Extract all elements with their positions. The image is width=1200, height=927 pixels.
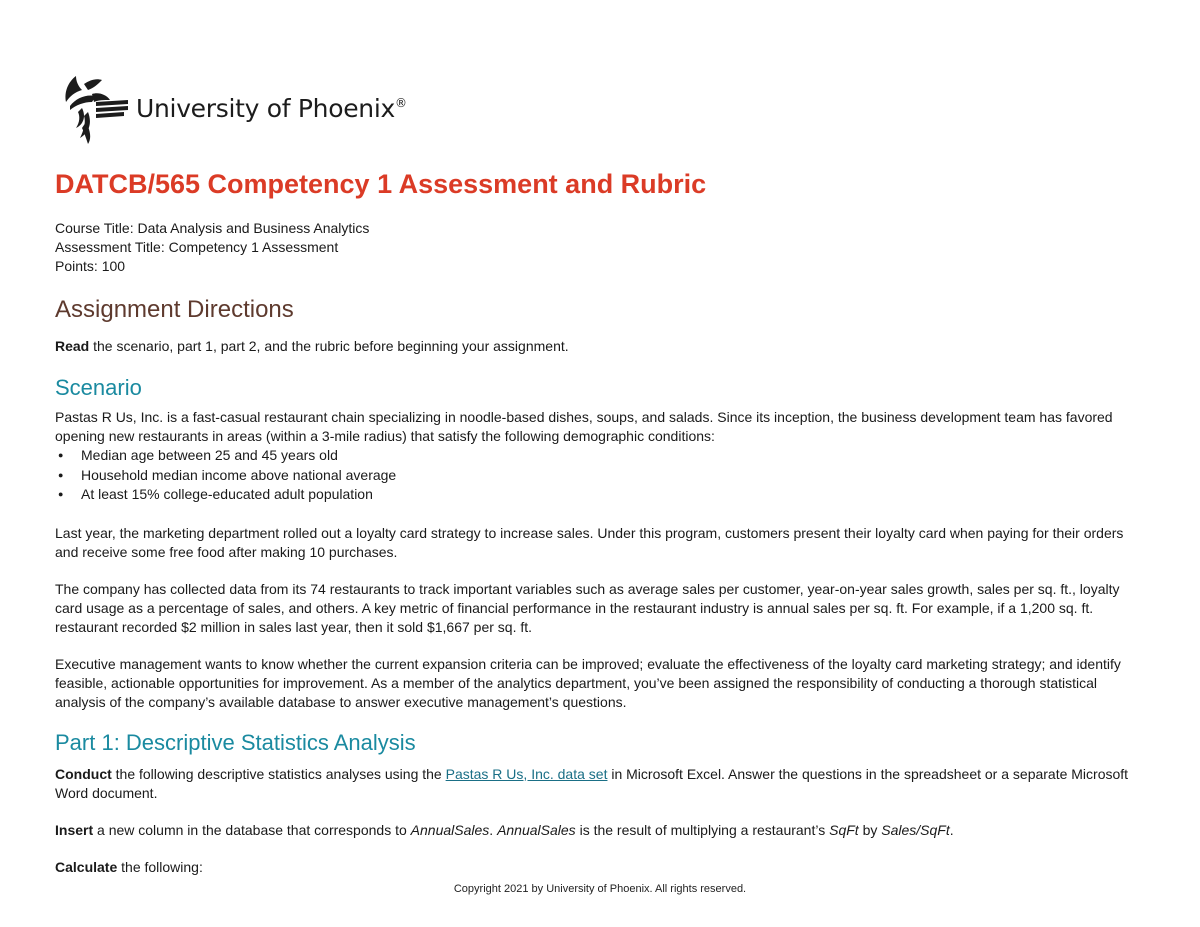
document-title: DATCB/565 Competency 1 Assessment and Rubric — [55, 169, 707, 199]
insert-text: by — [858, 821, 882, 838]
data-paragraph: The company has collected data from its 74 restaurants to track important variables such as average sales per customer, year-on-year sales growth, sales per sq. ft., loyalty card usage as a percentage of sales, and others. A key metric of financial performance in the restaurant industry is annual sales per sq. ft. For example, if a 1,200 sq. ft. restaurant recorded $2 million in sales last year, then it sold $1,667 per sq. ft. — [55, 580, 1120, 635]
registered-mark: ® — [394, 95, 407, 110]
read-bold: Read — [55, 338, 90, 354]
loyalty-paragraph: Last year, the marketing department rolled out a loyalty card strategy to increase sales. Under this program, customers present their loyalty card when paying for their orders and receive some free food after making 10 purchases. — [55, 524, 1124, 560]
annualsales-term: AnnualSales — [497, 821, 576, 838]
part1-heading: Part 1: Descriptive Statistics Analysis — [55, 729, 416, 755]
scenario-heading: Scenario — [55, 375, 142, 400]
insert-text: a new column in the database that corresponds to — [93, 821, 411, 838]
document-content — [55, 168, 1145, 877]
assessment-title: Assessment Title: Competency 1 Assessment — [55, 239, 339, 255]
list-item: ● At least 15% college-educated adult population — [81, 485, 1145, 505]
conduct-bold: Conduct — [55, 765, 112, 782]
calculate-text: the following: — [117, 858, 203, 875]
annualsales-term: AnnualSales — [410, 821, 490, 838]
points: Points: 100 — [55, 258, 126, 274]
executive-paragraph: Executive management wants to know whether the current expansion criteria can be improved; evaluate the effectiveness of the loyalty card marketing strategy; and identify feasible, actionable opportunities for improvement. As a member of the analytics department, you’ve been assigned the responsibility of conducting a thorough statistical analysis of the company’s available database to answer executive management’s questions. — [55, 655, 1121, 710]
conduct-text: the following descriptive statistics analyses using the — [111, 765, 446, 782]
read-instruction — [55, 337, 1145, 356]
phoenix-bird-icon — [62, 72, 130, 144]
demographic-conditions-list — [55, 446, 1145, 505]
insert-text-end: . — [949, 821, 954, 838]
sales-per-sqft-term: Sales/SqFt — [881, 821, 950, 838]
conduct-text-end: in Microsoft Excel. Answer the questions in the spreadsheet or a separate Microsoft Word document. — [55, 765, 1129, 801]
calculate-instruction — [55, 858, 1145, 877]
university-logo — [62, 72, 407, 144]
copyright-footer: Copyright 2021 by University of Phoenix. All rights reserved. — [453, 883, 747, 895]
logo-wordmark — [136, 94, 407, 123]
conduct-instruction — [55, 765, 1145, 803]
list-item: ● Median age between 25 and 45 years old — [81, 446, 1145, 466]
insert-text: . — [489, 821, 498, 838]
data-set-link[interactable]: Pastas R Us, Inc. data set — [445, 765, 608, 782]
read-text: the scenario, part 1, part 2, and the rubric before beginning your assignment. — [89, 338, 569, 354]
calculate-bold: Calculate — [55, 858, 118, 875]
insert-bold: Insert — [55, 821, 94, 838]
list-item: ● Household median income above national average — [81, 466, 1145, 486]
insert-instruction — [55, 821, 1145, 840]
course-title: Course Title: Data Analysis and Business Analytics — [55, 220, 370, 236]
assessment-meta — [55, 219, 1145, 276]
sqft-term: SqFt — [829, 821, 859, 838]
assignment-directions-heading: Assignment Directions — [55, 296, 294, 323]
insert-text: is the result of multiplying a restaurant’s — [575, 821, 830, 838]
logo-text: University of Phoenix — [136, 93, 395, 123]
scenario-intro: Pastas R Us, Inc. is a fast-casual restaurant chain specializing in noodle-based dishes, soups, and salads. Since its inception, the business development team has favored opening new restaurants in areas (within a 3-mile radius) that satisfy the following demographic conditions: — [55, 409, 1113, 444]
